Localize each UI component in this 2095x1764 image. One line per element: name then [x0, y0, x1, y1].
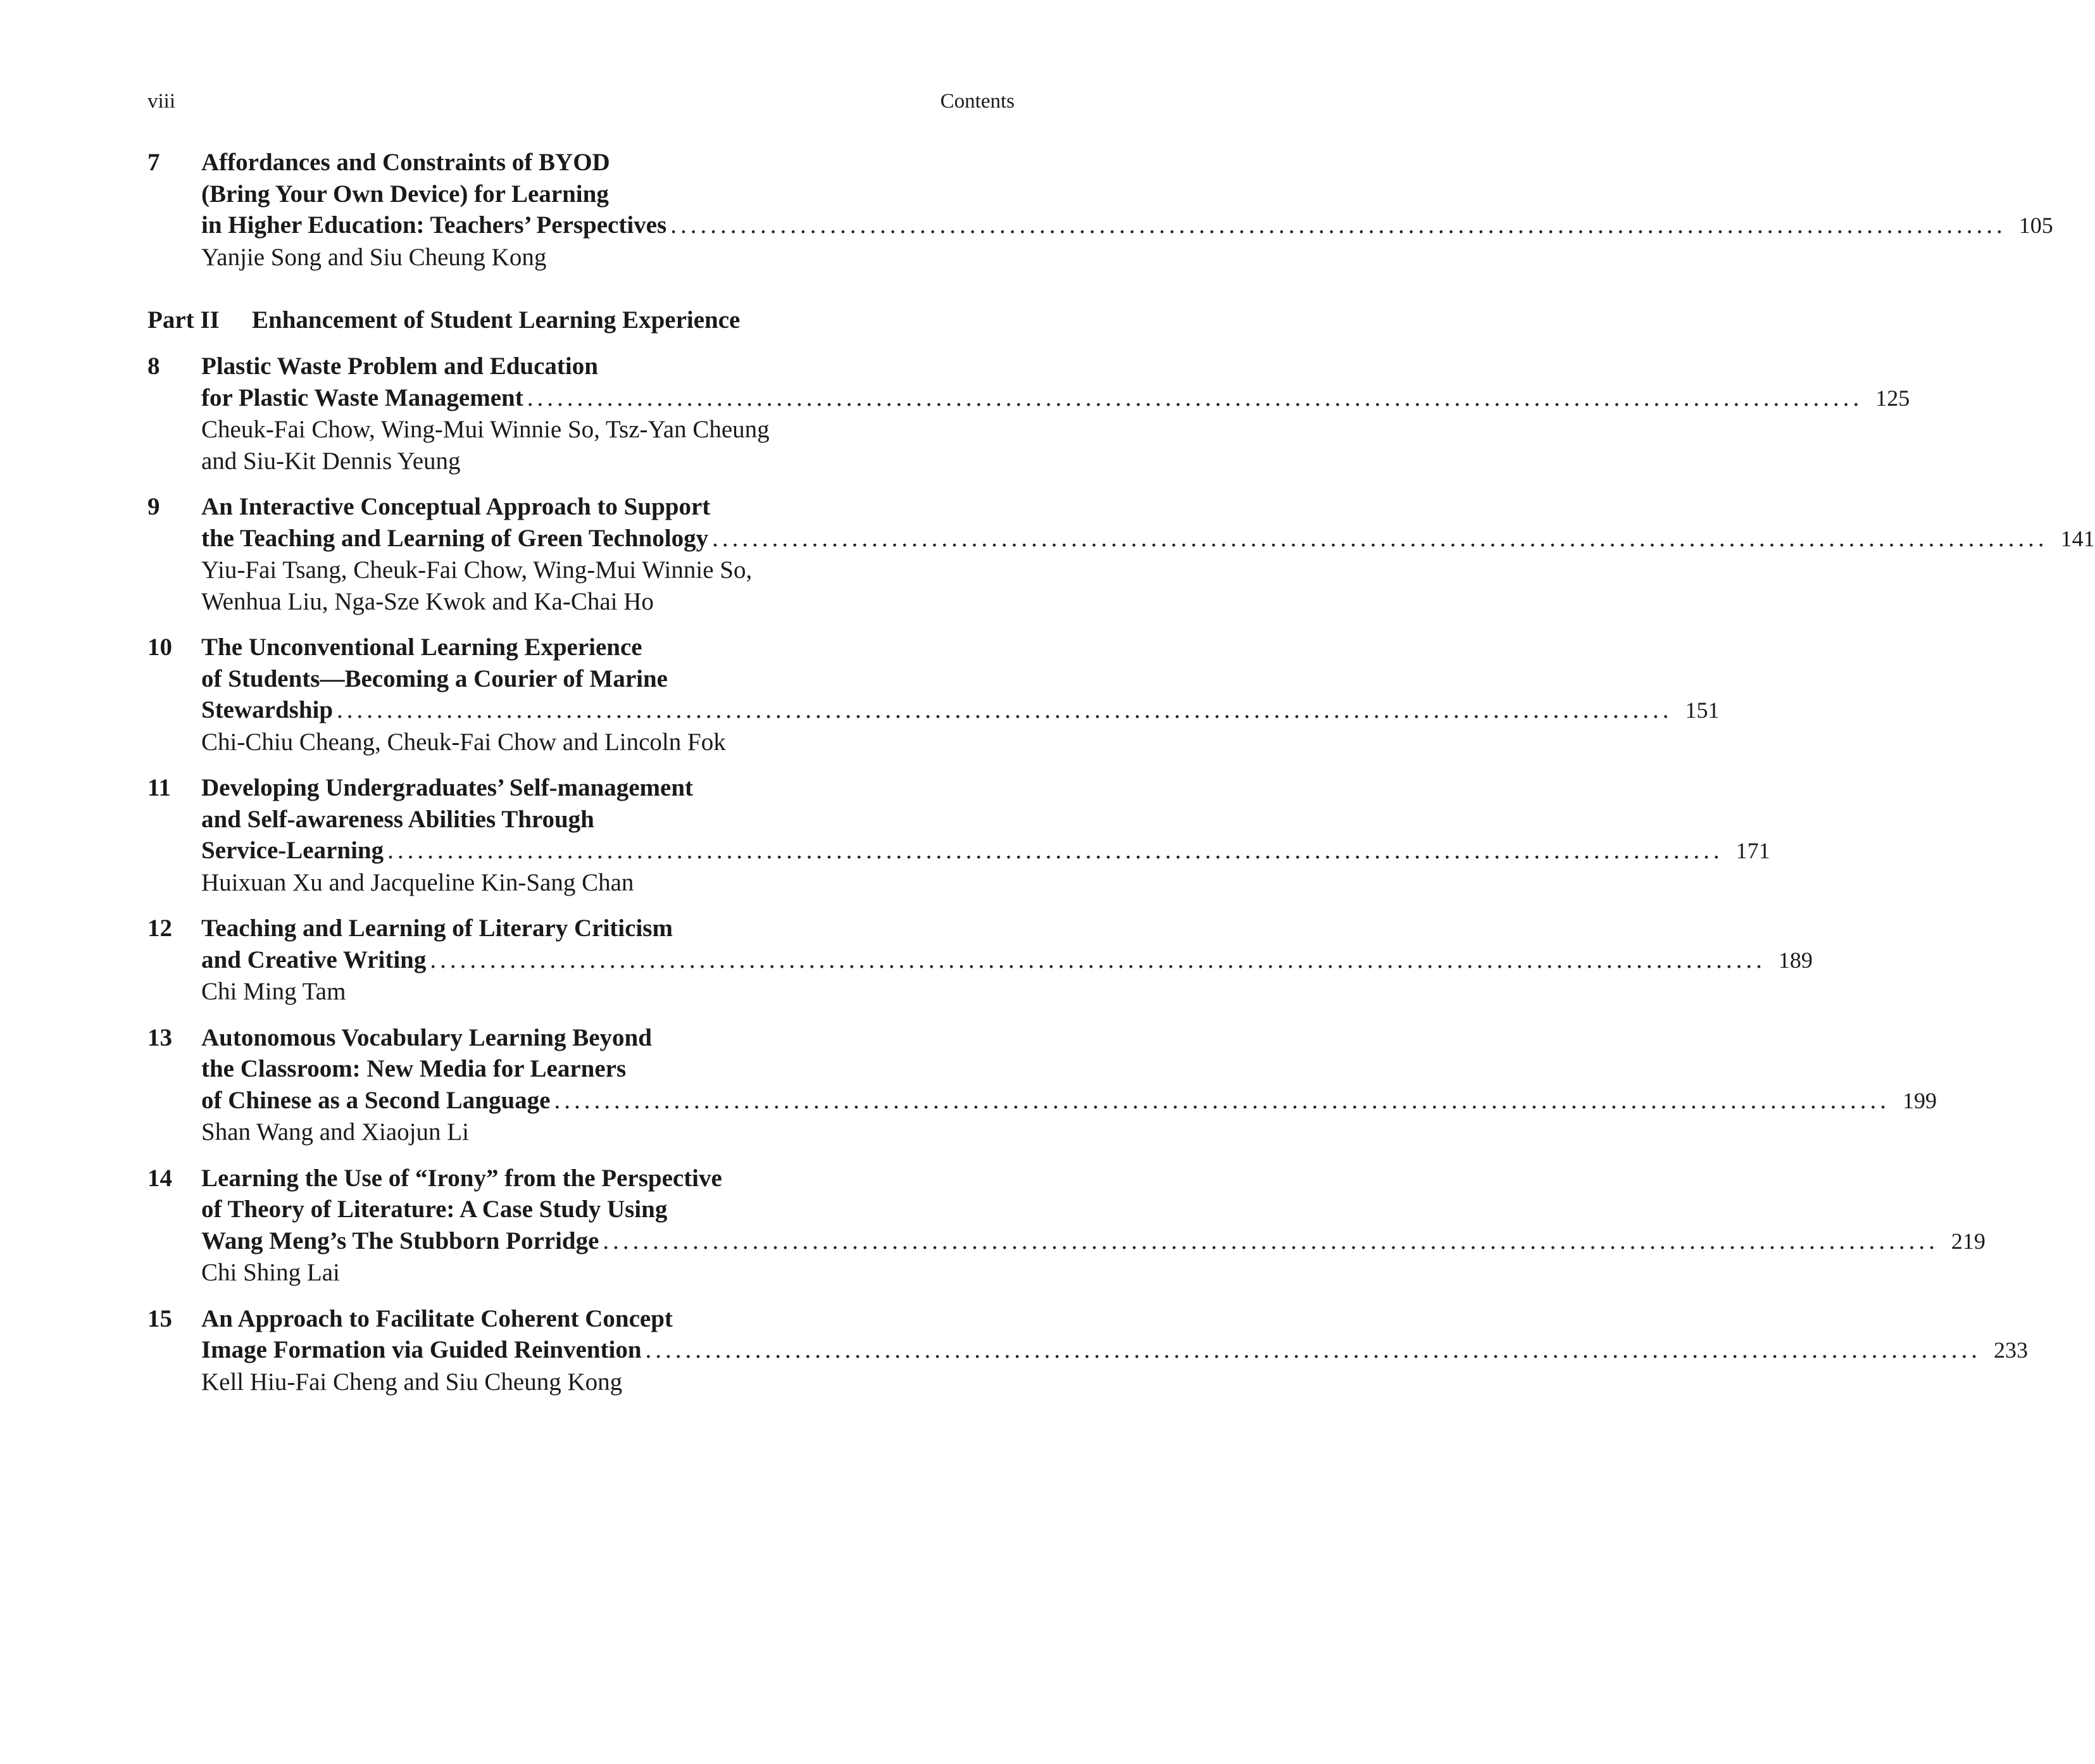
toc-entry-chapter-10[interactable] [147, 632, 1720, 758]
page-folio: viii [147, 90, 176, 113]
chapter-title-line: and Self-awareness Abilities Through [201, 805, 594, 833]
chapter-title-line: Image Formation via Guided Reinvention [201, 1336, 642, 1363]
dot-leader: ...................................................................................................................................... [712, 524, 2048, 552]
toc-entry-chapter-11[interactable] [147, 772, 1770, 898]
dot-leader: ...................................................................................................................................... [387, 837, 1723, 864]
chapter-number: 12 [147, 915, 172, 942]
running-head-section: Contents [940, 90, 1015, 113]
chapter-number: 10 [147, 634, 172, 661]
chapter-page-number[interactable]: 219 [1951, 1228, 1986, 1254]
chapter-title-line: Wang Meng’s The Stubborn Porridge [201, 1227, 599, 1254]
part-title: Enhancement of Student Learning Experience [252, 306, 741, 334]
chapter-authors: Cheuk-Fai Chow, Wing-Mui Winnie So, Tsz-Yan Cheung [201, 416, 770, 443]
chapter-number: 9 [147, 493, 160, 520]
chapter-title-line: An Approach to Facilitate Coherent Concept [201, 1304, 673, 1332]
chapter-authors: Shan Wang and Xiaojun Li [201, 1118, 469, 1146]
toc-entry-chapter-15[interactable] [147, 1303, 2029, 1398]
chapter-page-number[interactable]: 125 [1875, 385, 1910, 411]
chapter-title-line: for Plastic Waste Management [201, 384, 523, 411]
dot-leader: ...................................................................................................................................... [430, 946, 1766, 973]
chapter-title-line: Affordances and Constraints of BYOD [201, 149, 610, 176]
dot-leader: ...................................................................................................................................... [603, 1227, 1939, 1254]
toc-entry-chapter-12[interactable] [147, 913, 1813, 1008]
dot-leader: ...................................................................................................................................... [554, 1086, 1890, 1114]
chapter-authors: Yanjie Song and Siu Cheung Kong [201, 243, 547, 271]
chapter-authors: Chi Ming Tam [201, 978, 346, 1005]
chapter-title-line: Service-Learning [201, 837, 384, 864]
dot-leader: ...................................................................................................................................... [337, 696, 1673, 723]
chapter-page-number[interactable]: 171 [1735, 838, 1770, 863]
chapter-authors: Wenhua Liu, Nga-Sze Kwok and Ka-Chai Ho [201, 587, 654, 615]
chapter-title-line: The Unconventional Learning Experience [201, 634, 642, 661]
table-of-contents [147, 147, 2095, 1398]
chapter-title-line: of Students—Becoming a Courier of Marine [201, 665, 668, 692]
chapter-title-line: Developing Undergraduates’ Self-management [201, 774, 694, 801]
chapter-authors: Huixuan Xu and Jacqueline Kin-Sang Chan [201, 868, 634, 896]
chapter-title-line: Learning the Use of “Irony” from the Perspective [201, 1164, 722, 1192]
toc-entry-chapter-9[interactable] [147, 491, 2095, 617]
chapter-number: 8 [147, 353, 160, 380]
chapter-authors: Chi Shing Lai [201, 1259, 340, 1286]
chapter-number: 15 [147, 1304, 172, 1332]
dot-leader: ...................................................................................................................................... [670, 211, 2006, 239]
running-head [147, 87, 1015, 115]
toc-entry-chapter-14[interactable] [147, 1163, 1986, 1289]
toc-part-heading [147, 304, 1016, 336]
chapter-number: 7 [147, 149, 160, 176]
chapter-authors: and Siu-Kit Dennis Yeung [201, 447, 461, 475]
chapter-title-line: Plastic Waste Problem and Education [201, 353, 598, 380]
toc-entry-chapter-7[interactable] [147, 147, 2053, 273]
chapter-page-number[interactable]: 151 [1685, 697, 1720, 723]
chapter-title-line: and Creative Writing [201, 946, 427, 973]
chapter-authors: Yiu-Fai Tsang, Cheuk-Fai Chow, Wing-Mui Winnie So, [201, 556, 753, 584]
chapter-title-line: the Classroom: New Media for Learners [201, 1055, 627, 1082]
part-label: Part II [147, 306, 220, 334]
chapter-page-number[interactable]: 105 [2018, 213, 2053, 238]
chapter-number: 13 [147, 1023, 172, 1051]
chapter-title-line: of Theory of Literature: A Case Study Using [201, 1196, 668, 1223]
chapter-number: 11 [147, 774, 171, 801]
chapter-title-line: Teaching and Learning of Literary Criticism [201, 915, 673, 942]
chapter-page-number[interactable]: 233 [1994, 1337, 2029, 1363]
chapter-title-line: Stewardship [201, 696, 334, 723]
chapter-page-number[interactable]: 199 [1902, 1087, 1937, 1113]
chapter-authors: Kell Hiu-Fai Cheng and Siu Cheung Kong [201, 1368, 623, 1396]
chapter-title-line: of Chinese as a Second Language [201, 1086, 551, 1114]
dot-leader: ...................................................................................................................................... [527, 384, 1863, 411]
chapter-page-number[interactable]: 141 [2060, 525, 2095, 551]
chapter-title-line: the Teaching and Learning of Green Technology [201, 524, 709, 552]
chapter-authors: Chi-Chiu Cheang, Cheuk-Fai Chow and Lincoln Fok [201, 728, 726, 756]
chapter-title-line: An Interactive Conceptual Approach to Support [201, 493, 711, 520]
chapter-number: 14 [147, 1164, 172, 1192]
chapter-title-line: Autonomous Vocabulary Learning Beyond [201, 1023, 652, 1051]
toc-entry-chapter-13[interactable] [147, 1022, 1937, 1148]
toc-entry-chapter-8[interactable] [147, 351, 1910, 477]
chapter-title-line: (Bring Your Own Device) for Learning [201, 180, 609, 208]
dot-leader: ...................................................................................................................................... [645, 1336, 1982, 1363]
chapter-page-number[interactable]: 189 [1778, 947, 1813, 973]
chapter-title-line: in Higher Education: Teachers’ Perspectives [201, 211, 667, 239]
